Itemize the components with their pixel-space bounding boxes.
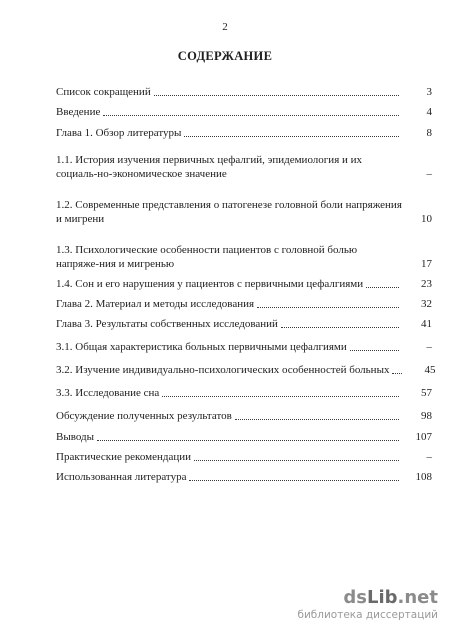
- toc-entry: [56, 354, 436, 377]
- leader-dots: [189, 480, 399, 481]
- toc-entry: [56, 82, 432, 99]
- toc-entry-page: 3: [426, 86, 432, 98]
- toc-entry-page: 98: [421, 410, 432, 422]
- toc-entry: [56, 291, 432, 311]
- leader-dots: [281, 327, 399, 328]
- toc-title: СОДЕРЖАНИЕ: [177, 49, 273, 63]
- page-number: 2: [222, 21, 228, 33]
- toc-entry: [56, 99, 432, 119]
- toc-entry: [56, 400, 432, 423]
- toc-entry-text: 3.3. Исследование сна: [56, 387, 160, 399]
- toc-entry-page: 32: [421, 298, 432, 310]
- toc-entry-text: 1.3. Психологические особенности пациентов с головной болью напряже-ния и мигренью: [56, 244, 358, 270]
- toc-entry: [56, 271, 432, 291]
- toc-entry-text: 3.1. Общая характеристика больных первичными цефалгиями: [56, 341, 347, 353]
- toc-entry-text: Глава 3. Результаты собственных исследований: [56, 318, 278, 330]
- watermark-brand-lib: Lib: [367, 587, 398, 608]
- watermark-subtitle: библиотека диссертаций: [297, 609, 438, 621]
- toc-entry-text: Глава 2. Материал и методы исследования: [56, 298, 255, 310]
- toc-entry: [56, 464, 432, 484]
- toc-entry: [56, 331, 432, 354]
- leader-dots: [392, 373, 402, 374]
- toc-entry-page: 108: [415, 471, 432, 483]
- toc-entry-page: 41: [421, 318, 432, 330]
- toc-entry-page: 4: [426, 106, 432, 118]
- toc-entry: [56, 181, 432, 226]
- leader-dots: [257, 307, 399, 308]
- toc-entry-text: Обсуждение полученных результатов: [56, 410, 232, 422]
- leader-dots: [350, 350, 399, 351]
- toc-entry: [56, 423, 432, 444]
- leader-dots: [194, 460, 399, 461]
- toc-entry: [56, 119, 432, 140]
- leader-dots: [103, 115, 399, 116]
- toc-entry-text: Список сокращений: [56, 86, 151, 98]
- toc-entry: [56, 226, 432, 271]
- toc-entry-page: –: [426, 168, 432, 180]
- toc-entry: [56, 444, 432, 464]
- toc-entry-page: –: [426, 451, 432, 463]
- toc-entry-text: Практические рекомендации: [56, 451, 191, 463]
- toc-entry-text: Введение: [56, 106, 101, 118]
- watermark-brand-net: .net: [397, 587, 438, 608]
- leader-dots: [97, 440, 399, 441]
- leader-dots: [154, 95, 399, 96]
- toc-entry-text: Глава 1. Обзор литературы: [56, 127, 182, 139]
- toc-entry-page: 45: [424, 364, 436, 376]
- toc-entry-text: Использованная литература: [56, 471, 187, 483]
- leader-dots: [366, 287, 399, 288]
- toc-entry-text: 1.2. Современные представления о патогенезе головной боли напряжения и мигрени: [56, 199, 402, 225]
- leader-dots: [184, 136, 399, 137]
- leader-dots: [235, 419, 399, 420]
- watermark-brand-ds: ds: [343, 587, 367, 608]
- watermark: [297, 587, 438, 621]
- toc-entry-page: 17: [421, 258, 432, 270]
- toc-entry-page: 10: [421, 213, 432, 225]
- leader-dots: [162, 396, 399, 397]
- table-of-contents: [56, 82, 436, 484]
- toc-entry-text: Выводы: [56, 431, 95, 443]
- toc-entry: [56, 140, 432, 181]
- toc-entry-text: 1.1. История изучения первичных цефалгий, эпидемиология и их социаль-но-экономическое значение: [56, 154, 363, 180]
- toc-entry: [56, 377, 432, 400]
- toc-entry-text: 3.2. Изучение индивидуально-психологических особенностей больных: [56, 364, 390, 376]
- toc-entry-page: 107: [415, 431, 432, 443]
- toc-entry-page: 57: [421, 387, 432, 399]
- toc-entry: [56, 311, 432, 331]
- toc-entry-page: 8: [426, 127, 432, 139]
- toc-entry-page: –: [426, 341, 432, 353]
- toc-entry-text: 1.4. Сон и его нарушения у пациентов с первичными цефалгиями: [56, 278, 364, 290]
- watermark-brand: [297, 587, 438, 608]
- toc-entry-page: 23: [421, 278, 432, 290]
